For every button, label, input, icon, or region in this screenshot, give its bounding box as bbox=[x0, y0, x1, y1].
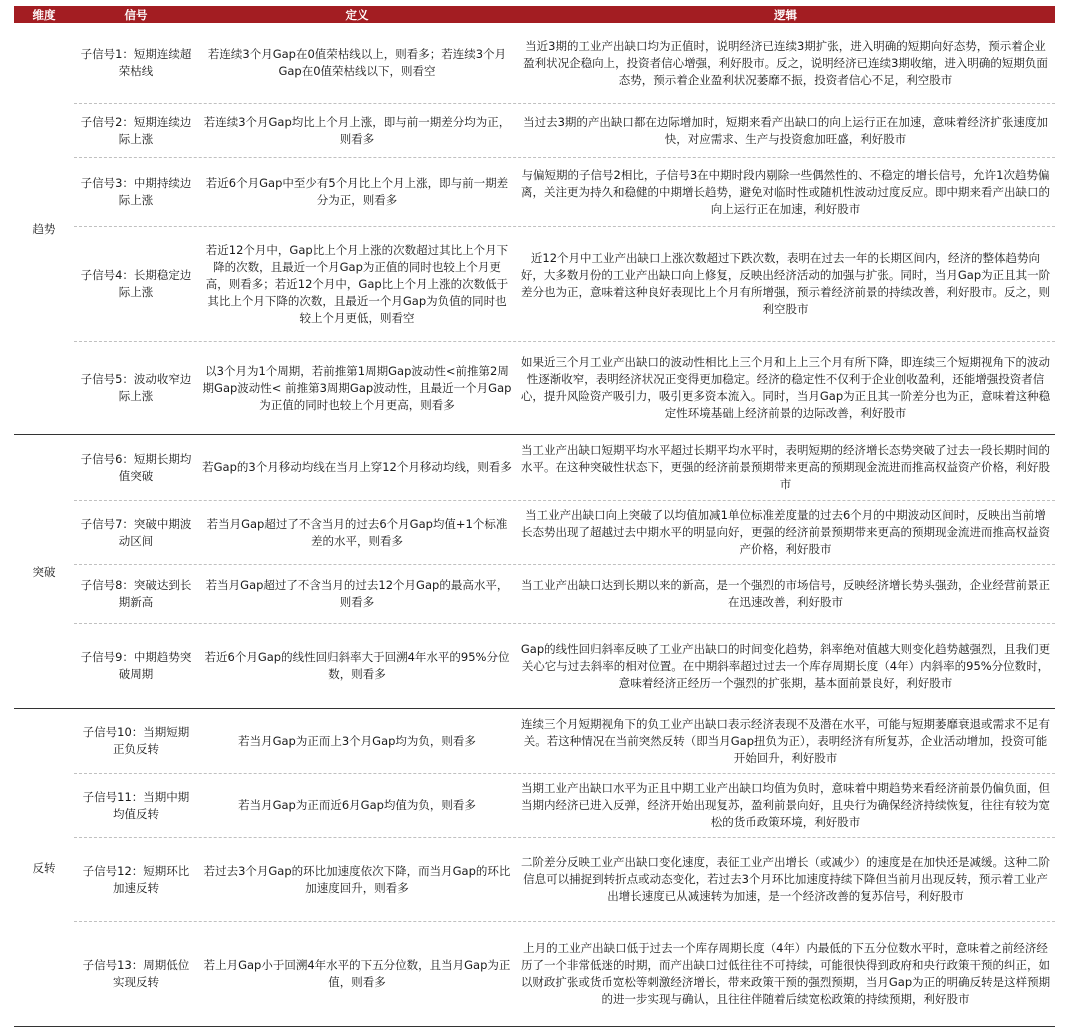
definition-cell: 若过去3个月Gap的环比加速度依次下降，而当月Gap的环比加速度回升，则看多 bbox=[203, 863, 511, 895]
table-row bbox=[74, 922, 1055, 1026]
definition-cell: 若Gap的3个月移动均线在当月上穿12个月移动均线，则看多 bbox=[202, 460, 512, 474]
header-signal: 信号 bbox=[124, 7, 148, 22]
definition-cell: 若上月Gap小于回溯4年水平的下五分位数，且当月Gap为正值，则看多 bbox=[203, 958, 511, 989]
logic-cell: 二阶差分反映工业产出缺口变化速度，表征工业产出增长（或减少）的速度是在加快还是减缓。这种二阶信息可以捕捉到转折点或动态变化，若过去3个月环比加速度持续下降但当前月出现反转，预示着工业产出增长速度已从减速转为加速，是一个经济改善的复苏信号，利好股市 bbox=[521, 855, 1050, 903]
definition-cell: 若近6个月Gap的线性回归斜率大于回溯4年水平的95%分位数，则看多 bbox=[204, 650, 510, 681]
signal-cell: 子信号2：短期连续边际上涨 bbox=[80, 114, 192, 146]
table-row bbox=[74, 435, 1055, 501]
logic-cell: 如果近三个月工业产出缺口的波动性相比上三个月和上上三个月有所下降，即连续三个短期视角下的波动性逐渐收窄，表明经济状况正变得更加稳定。经济的稳定性不仅利于企业创收盈利，还能增强投资者信心，提升风险资产吸引力，吸引更多资本流入。同时，当月Gap为正且其一阶差分也为正，意味着这种稳定性环境基础上经济前景的边际改善，利好股市 bbox=[520, 355, 1051, 420]
logic-cell: 连续三个月短期视角下的负工业产出缺口表示经济表现不及潜在水平，可能与短期萎靡衰退或需求不足有关。若这种情况在当前突然反转（即当月Gap扭负为正），表明经济有所复苏，企业活动增加，投资可能开始回升，利好股市 bbox=[521, 716, 1050, 765]
table-row bbox=[74, 342, 1055, 434]
signal-table bbox=[14, 6, 1055, 1027]
table-row bbox=[74, 774, 1055, 838]
signal-cell: 子信号13：周期低位实现反转 bbox=[82, 958, 190, 989]
table-row bbox=[74, 227, 1055, 342]
signal-cell: 子信号5：波动收窄边际上涨 bbox=[80, 372, 192, 403]
definition-cell: 若连续3个月Gap在0值荣枯线以上，则看多；若连续3个月Gap在0值荣枯线以下，则看空 bbox=[207, 47, 507, 78]
table-row bbox=[74, 838, 1055, 922]
signal-cell: 子信号12：短期环比加速反转 bbox=[82, 863, 190, 895]
table-row bbox=[74, 104, 1055, 158]
logic-cell: 当近3期的工业产出缺口均为正值时，说明经济已连续3期扩张，进入明确的短期向好态势，预示着企业盈利状况企稳向上，投资者信心增强，利好股市。反之，说明经济已连续3期收缩，进入明确的短期负面态势，预示着企业盈利状况萎靡不振，投资者信心不足，利空股市 bbox=[523, 38, 1048, 87]
logic-cell: 上月的工业产出缺口低于过去一个库存周期长度（4年）内最低的下五分位数水平时，意味着之前经济经历了一个非常低迷的时期，而产出缺口过低往往不可持续，可能很快得到政府和央行政策干预的纠正，如以财政扩张或货币宽松等刺激经济增长，带来政策干预的强烈预期，当月Gap为正的明确反转是这样预期的进一步实现与确认，且往往伴随着后续宽松政策的持续预期，利好股市 bbox=[520, 941, 1051, 1006]
table-row bbox=[74, 709, 1055, 774]
signal-cell: 子信号8：突破达到长期新高 bbox=[80, 578, 192, 609]
table-row bbox=[74, 624, 1055, 708]
logic-cell: 与偏短期的子信号2相比，子信号3在中期时段内剔除一些偶然性的、不稳定的增长信号，允许1次趋势偏离，关注更为持久和稳健的中期增长趋势，避免对临时性或随机性波动过度反应。即中期来看产出缺口的向上运行正在加速，利好股市 bbox=[521, 167, 1050, 216]
logic-cell: Gap的线性回归斜率反映了工业产出缺口的时间变化趋势，斜率绝对值越大则变化趋势越强烈，且我们更关心它与过去斜率的相对位置。在中期斜率超过过去一个库存周期长度（4年）内斜率的95%分位数时，意味着经济正经历一个强烈的扩张期，基本面前景良好，利好股市 bbox=[520, 641, 1051, 690]
definition-cell: 若当月Gap为正而近6月Gap均值为负，则看多 bbox=[238, 798, 476, 812]
logic-cell: 当过去3期的产出缺口都在边际增加时，短期来看产出缺口的向上运行正在加速，意味着经济扩张速度加快，对应需求、生产与投资愈加旺盛，利好股市 bbox=[523, 114, 1048, 146]
dimension-label: 趋势 bbox=[32, 221, 56, 236]
signal-cell: 子信号9：中期趋势突破周期 bbox=[80, 650, 192, 681]
definition-cell: 以3个月为1个周期，若前推第1周期Gap波动性<前推第2周期Gap波动性< 前推第3周期Gap波动性，且最近一个月Gap为正值的同时也较上个月更高，则看多 bbox=[202, 363, 512, 412]
signal-cell: 子信号3：中期持续边际上涨 bbox=[80, 176, 192, 207]
logic-cell: 当工业产出缺口短期平均水平超过长期平均水平时，表明短期的经济增长态势突破了过去一段长期时间的水平。在这种突破性状态下，更强的经济前景预期带来更高的预期现金流进而推高权益资产价格，利好股市 bbox=[521, 443, 1050, 491]
logic-cell: 当期工业产出缺口水平为正且中期工业产出缺口均值为负时，意味着中期趋势来看经济前景仍偏负面，但当期内经济已进入反弹，经济开始出现复苏，盈利前景向好，且央行为确保经济持续恢复，往往有较为宽松的货币政策环境，利好股市 bbox=[521, 781, 1050, 829]
signal-cell: 子信号10：当期短期正负反转 bbox=[82, 725, 190, 756]
definition-cell: 若连续3个月Gap均比上个月上涨，即与前一期差分均为正，则看多 bbox=[203, 114, 511, 146]
dimension-label: 反转 bbox=[32, 860, 56, 875]
logic-cell: 当工业产出缺口向上突破了以均值加减1单位标准差度量的过去6个月的中期波动区间时，反映出当前增长态势出现了超越过去中期水平的明显向好，更强的经济前景预期带来更高的预期现金流进而推高权益资产价格，利好股市 bbox=[521, 508, 1050, 556]
signal-cell: 子信号1：短期连续超荣枯线 bbox=[80, 47, 192, 78]
signal-cell: 子信号6：短期长期均值突破 bbox=[80, 451, 192, 483]
dimension-label: 突破 bbox=[32, 564, 56, 579]
logic-cell: 当工业产出缺口达到长期以来的新高，是一个强烈的市场信号，反映经济增长势头强劲，企业经营前景正在迅速改善，利好股市 bbox=[521, 578, 1050, 609]
signal-cell: 子信号11：当期中期均值反转 bbox=[82, 789, 190, 821]
header-definition: 定义 bbox=[345, 7, 369, 22]
logic-cell: 近12个月中工业产出缺口上涨次数超过下跌次数，表明在过去一年的长期区间内，经济的整体趋势向好，大多数月份的工业产出缺口向上修复，反映出经济活动的加强与扩张。同时，当月Gap为正且其一阶差分也为正，意味着这种良好表现比上个月有所增强，预示着经济前景的持续改善，利好股市。反之，则利空股市 bbox=[520, 251, 1051, 316]
table-row bbox=[74, 565, 1055, 624]
definition-cell: 若当月Gap超过了不含当月的过去12个月Gap的最高水平，则看多 bbox=[205, 578, 509, 609]
group-reversal bbox=[14, 708, 1055, 1027]
definition-cell: 若当月Gap为正而上3个月Gap均为负，则看多 bbox=[238, 733, 476, 748]
header-dimension: 维度 bbox=[32, 7, 56, 22]
signal-cell: 子信号7：突破中期波动区间 bbox=[80, 516, 192, 548]
group-breakout bbox=[14, 434, 1055, 708]
definition-cell: 若近12个月中，Gap比上个月上涨的次数超过其比上个月下降的次数，且最近一个月Gap为正值的同时也较上个月更高，则看多；若近12个月中，Gap比上个月上涨的次数低于其比上个月下降的次数，且最近一个月Gap为负值的同时也较上个月更低，则看空 bbox=[205, 242, 509, 325]
table-row bbox=[74, 158, 1055, 227]
signal-cell: 子信号4：长期稳定边际上涨 bbox=[80, 268, 192, 299]
table-header bbox=[14, 6, 1055, 23]
header-logic: 逻辑 bbox=[774, 7, 797, 22]
definition-cell: 若当月Gap超过了不含当月的过去6个月Gap均值+1个标准差的水平，则看多 bbox=[206, 516, 508, 548]
group-trend bbox=[14, 23, 1055, 434]
table-row bbox=[74, 501, 1055, 565]
table-row bbox=[74, 23, 1055, 104]
definition-cell: 若近6个月Gap中至少有5个月比上个月上涨，即与前一期差分为正，则看多 bbox=[205, 176, 509, 207]
